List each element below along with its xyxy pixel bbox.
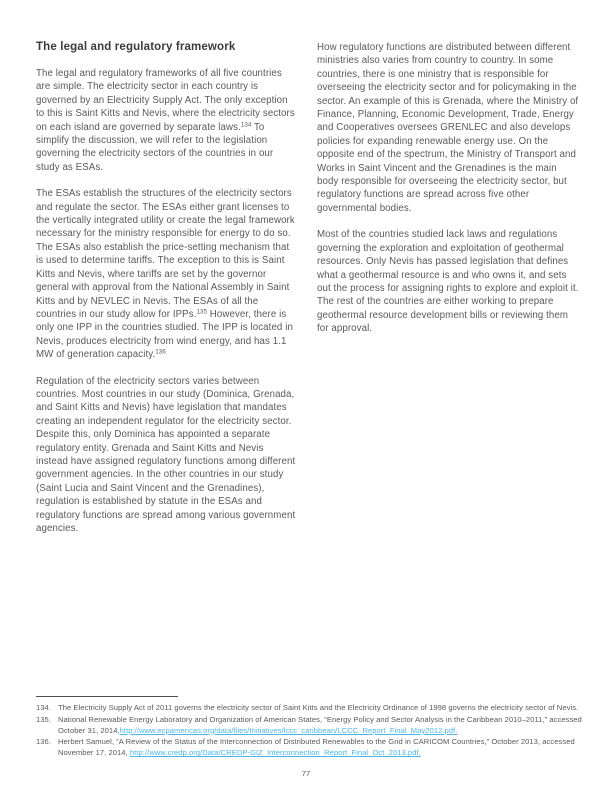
- paragraph: Most of the countries studied lack laws and regulations governing the exploration and exploitation of geothermal resources. Only Nevis has passed legislation that defines what a geothermal resource is and who owns it, and sets out the process for assigning rights to explore and exploit it. The rest of the countries are either working to prepare geothermal resource development bills or reviewing them for approval.: [317, 229, 579, 335]
- footnote-number: 134.: [36, 703, 51, 712]
- paragraph-text: However, there is only one IPP in the countries studied. The IPP is located in Nevis, produces electricity from wind energy, and has 1.1 MW of generation capacity.: [36, 308, 293, 361]
- footnote-ref-136: 136: [155, 348, 166, 356]
- paragraph-text: The ESAs establish the structures of the electricity sectors and regulate the sector. The ESAs either grant licenses to the vertically integrated utility or create the legal framework necessary for the ministry responsible for energy to do so. The ESAs also establish the price-setting mechanism that is used to determine tariffs. The exception to this is Saint Kitts and Nevis, where tariffs are set by the governor general with approval from the National Assembly in Saint Kitts and by NEVLEC in Nevis. The ESAs of all the countries in our study allow for IPPs.: [36, 188, 295, 320]
- footnotes-section: [36, 703, 584, 760]
- paragraph: How regulatory functions are distributed between different ministries also varies from country to country. In some countries, there is one ministry that is responsible for overseeing the electricity sector and for policymaking in the sector. An example of this is Grenada, where the Ministry of Finance, Planning, Economic Development, Trade, Energy and Cooperatives oversees GRENLEC and also develops policies for expanding renewable energy use. On the opposite end of the spectrum, the Ministry of Transport and Works in Saint Vincent and the Grenadines is the main body responsible for overseeing the electricity sector, but regulatory functions are spread across five other governmental bodies.: [317, 42, 579, 214]
- footnote: [36, 715, 584, 737]
- footnote-citation: Herbert Samuel, “A Review of the Status of the Interconnection of Distributed Renewables to the Grid in CARICOM Countries,” October 2013, accessed November 17, 2014,: [58, 737, 575, 758]
- paragraph-text: To simplify the discussion, we will refer to the legislation governing the electricity sectors of the countries in our study as ESAs.: [36, 121, 274, 173]
- paragraph: [36, 187, 298, 361]
- footnote-number: 136.: [36, 737, 51, 747]
- footnote-text: [58, 715, 584, 737]
- footnote-text: [58, 737, 584, 759]
- footnote: [36, 737, 584, 759]
- page-content: [36, 41, 580, 548]
- footnote-citation: National Renewable Energy Laboratory and Organization of American States, “Energy Policy and Sector Analysis in the Caribbean 2010–2011,” accessed October 31, 2014,: [58, 714, 582, 735]
- footnote: [36, 703, 584, 714]
- paragraph: Regulation of the electricity sectors varies between countries. Most countries in our study (Dominica, Grenada, and Saint Kitts and Nevis) have legislation that mandates creating an independent regulator for the electricity sector. Despite this, only Dominica has appointed a separate regulatory entity. Grenada and Saint Kitts and Nevis instead have assigned regulatory functions among different government agencies. In the other countries in our study (Saint Lucia and Saint Vincent and the Grenadines), regulation is established by statute in the ESAs and regulatory functions are spread among various government agencies.: [36, 375, 296, 534]
- page-number: 77: [301, 769, 311, 778]
- footnote-text: The Electricity Supply Act of 2011 governs the electricity sector of Saint Kitts and the Electricity Ordinance of 1998 governs the electricity sector of Nevis.: [58, 703, 579, 712]
- footnote-ref-135: 135: [196, 308, 207, 316]
- right-column: [317, 41, 579, 548]
- footnote-link[interactable]: http://www.credp.org/Data/CREDP-GIZ_Interconnection_Report_Final_Oct_2013.pdf.: [129, 748, 421, 758]
- paragraph: [36, 67, 298, 174]
- footnote-link[interactable]: http://www.ecpamericas.org/data/files/Initiatives/lccc_caribbean/LCCC_Report_Final_May2012.pdf.: [119, 725, 458, 735]
- footnote-ref-134: 134: [240, 121, 252, 129]
- paragraph-text: The legal and regulatory frameworks of all five countries are simple. The electricity sector in each country is governed by an Electricity Supply Act. The only exception to this is Saint Kitts and Nevis, where the electricity sectors on each island are governed by separate laws.: [36, 68, 295, 133]
- left-column: [36, 41, 298, 548]
- footnote-number: 135.: [36, 714, 51, 724]
- footnote-separator-rule: [36, 696, 178, 697]
- section-heading: The legal and regulatory framework: [36, 41, 236, 53]
